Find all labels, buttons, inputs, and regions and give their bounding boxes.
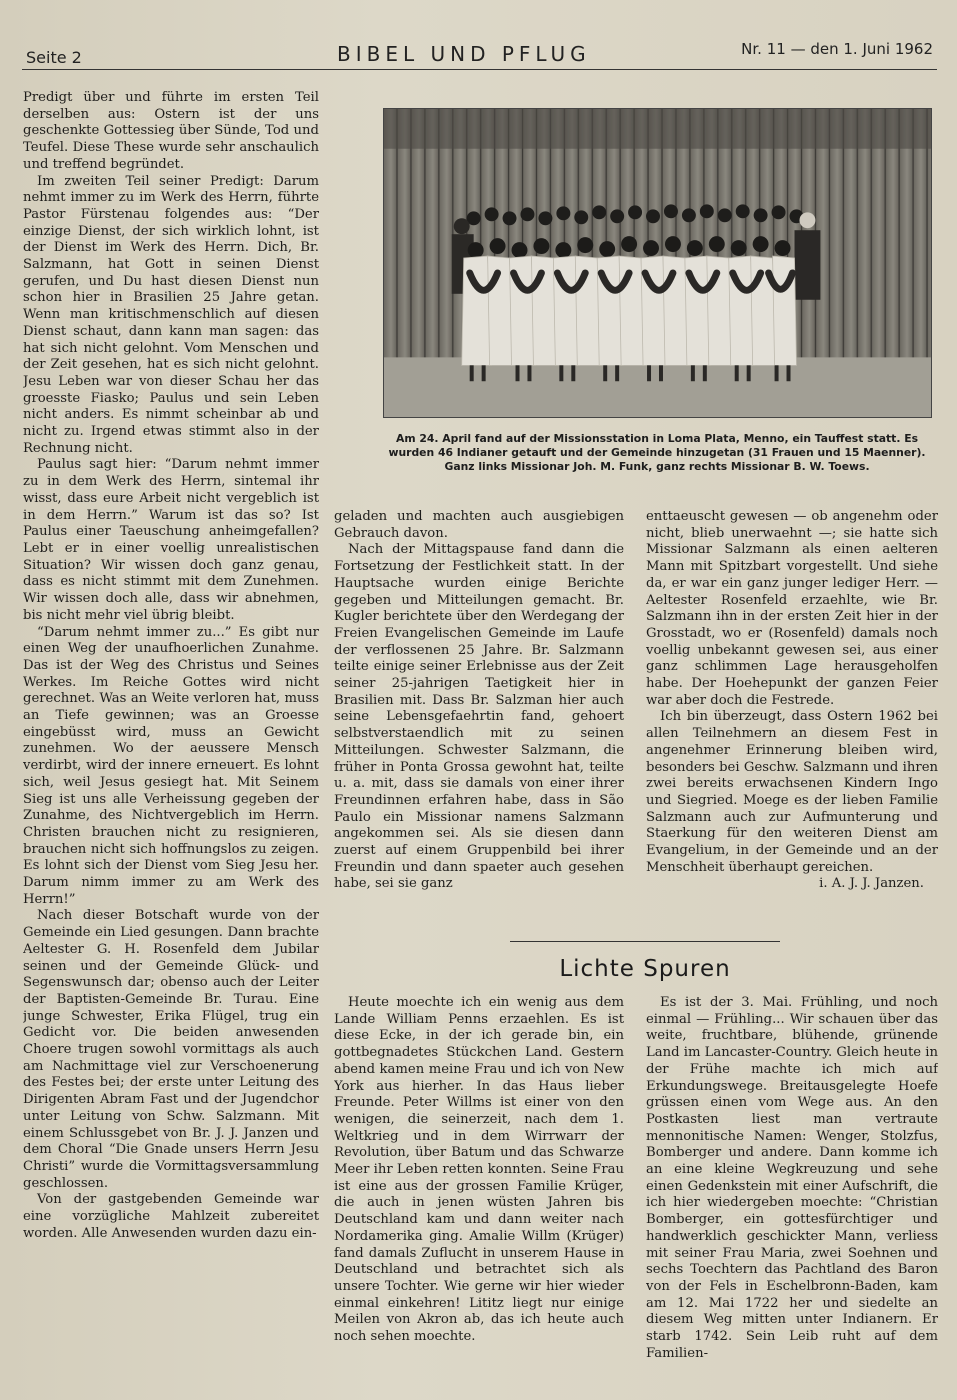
group-photo [383,108,932,418]
author-signature: i. A. J. J. Janzen. [819,876,924,892]
paragraph: Predigt über und führte im ersten Teil derselben aus: Ostern ist der uns geschenkte Gottessieg über Sünde, Tod und Teufel. Diese These wurde sehr anschaulich und treffend begründet. [23,90,319,172]
paragraph: Heute moechte ich ein wenig aus dem Lande William Penns erzaehlen. Es ist diese Ecke, in der ich gerade bin, ein gottbegnadetes Stückchen Land. Gestern abend kamen meine Frau und ich von New York aus hierher. In das Haus lieber Freunde. Peter Willms ist einer von den wenigen, die seinerzeit, nach dem 1. Weltkrieg und in dem Wirrwarr der Revolution, über Batum und das Schwarze Meer ihr Leben retten konnten. Seine Frau ist eine aus der grossen Familie Krüger, die auch in jenen wüsten Jahren bis Deutschland kam und dann weiter nach Nordamerika ging. Amalie Willm (Krüger) fand damals Zuflucht in unserem Hause in Deutschland und betrachtet sich als unsere Tochter. Wie gerne wir hier wieder einmal einkehren! Lititz liegt nur einige Meilen von Akron ab, das ich heute auch noch sehen moechte. [334,995,624,1345]
issue-date: Nr. 11 — den 1. Juni 1962 [741,40,933,58]
page-number: Seite 2 [26,48,82,67]
paragraph: Paulus sagt hier: “Darum nehmt immer zu in dem Werk des Herrn, sintemal ihr wisst, dass eure Arbeit nicht vergeblich ist in dem Herrn.” Warum ist das so? Ist Paulus einer Taeuschung anheimgefallen? Lebt er in einer voellig unrealistischen Situation? Wir wissen doch ganz genau, dass es nicht stimmt mit dem Zunehmen. Wir wissen doch alle, dass wir abnehmen, bis nicht mehr viel übrig bleibt. [23,457,319,623]
paragraph: Im zweiten Teil seiner Predigt: Darum nehmt immer zu im Werk des Herrn, führte Pastor Fürstenau folgendes aus: “Der einzige Dienst, der sich wirklich lohnt, ist der Dienst im Werk des Herrn. Dich, Br. Salzmann, hat Gott in seinen Dienst gerufen, und Du hast diesen Dienst nun schon hier in Brasilien 25 Jahre getan. Wenn man kritischmenschlich auf diesen Dienst schaut, dann kann man sagen: das hat sich nicht gelohnt. Vom Menschen und der Zeit gesehen, hat es sich nicht gelohnt. Jesu Leben war von dieser Schau her das groesste Fiasko; Paulus und sein Leben nicht anders. Es nimmt scheinbar ab und nicht zu. Irgend etwas stimmt also in der Rechnung nicht. [23,173,319,456]
article-column-4 [334,995,624,1385]
page-header [22,38,937,70]
paragraph: “Darum nehmt immer zu...” Es gibt nur einen Weg der unaufhoerlichen Zunahme. Das ist der Weg des Christus und Seines Werkes. Im Reiche Gottes wird nicht gerechnet. Was an Weite verloren hat, muss an Tiefe gewinnen; was an Groesse eingebüsst wird, muss an Gewicht zunehmen. Wo der aeussere Mensch verdirbt, wird der innere erneuert. Es lohnt sich, weil Jesus gesiegt hat. Mit Seinem Sieg ist uns alle Verheissung gegeben der Zunahme, des Nichtvergeblich im Herrn. Christen brauchen nicht zu resignieren, brauchen nicht sich hoffnungslos zu zeigen. Es lohnt sich der Dienst vom Sieg Jesu her. Darum nimm immer zu am Werk des Herrn!” [23,624,319,907]
paragraph: Nach dieser Botschaft wurde von der Gemeinde ein Lied gesungen. Dann brachte Aeltester G. H. Rosenfeld dem Jubilar seinen und der Gemeinde Glück- und Segenswunsch dar; obenso auch der Leiter der Baptisten-Gemeinde Br. Turau. Eine junge Schwester, Erika Flügel, trug ein Gedicht vor. Die beiden anwesenden Choere trugen sowohl vormittags als auch am Nachmittage viel zur Verschoenerung des Festes bei; der erste unter Leitung des Dirigenten Abram Fast und der Jugendchor unter Leitung von Schw. Salzmann. Mit einem Schlussgebet von Br. J. J. Janzen und dem Choral “Die Gnade unsers Herrn Jesu Christi” wurde die Vormittagsversammlung geschlossen. [23,908,319,1191]
article-headline: Lichte Spuren [559,956,731,982]
section-divider [510,941,780,942]
baptism-group-photo-image [384,109,931,417]
paragraph: Es ist der 3. Mai. Frühling, und noch einmal — Frühling... Wir schauen über das weite, fruchtbare, blühende, grünende Land im Lancaster-Country. Gleich heute in der Frühe machte ich mich auf Erkundungswege. Breitausgelegte Hoefe grüssen einen vom Wege aus. An den Postkasten liest man vertraute mennonitische Namen: Wenger, Stolzfus, Bomberger und andere. Dann komme ich an eine kleine Wegkreuzung und sehe einen Gedenkstein mit einer Aufschrift, die ich hier wiedergeben moechte: “Christian Bomberger, ein gottesfürchtiger und handwerklich geschickter Mann, verliess mit seiner Frau Maria, zwei Soehnen und sechs Toechtern das Pachtland des Baron von der Fels in Eschelbronn-Baden, kam am 12. Mai 1722 her und siedelte an diesem Weg mitten unter Indianern. Er starb 1742. Sein Leib ruht auf dem Familien- [646,995,938,1361]
article-column-1 [23,90,319,1380]
article-column-2 [334,509,624,924]
paragraph: Ich bin überzeugt, dass Ostern 1962 bei allen Teilnehmern an diesem Fest in angenehmer Erinnerung bleiben wird, besonders bei Geschw. Salzmann und ihren zwei bereits erwachsenen Kindern Ingo und Siegried. Moege es der lieben Familie Salzmann auch zur Aufmunterung und Staerkung für den weiteren Dienst am Evangelium, in der Gemeinde und an der Menschheit überhaupt gereichen. [646,709,938,875]
newspaper-title: BIBEL UND PFLUG [337,42,591,66]
article-column-5 [646,995,938,1385]
paragraph: Nach der Mittagspause fand dann die Fortsetzung der Festlichkeit statt. In der Hauptsache wurden einige Berichte gegeben und Mitteilungen gemacht. Br. Kugler berichtete über den Werdegang der Freien Evangelischen Gemeinde im Laufe der verflossenen 25 Jahre. Br. Salzmann teilte einige seiner Erlebnisse aus der Zeit seiner 25-jahrigen Taetigkeit hier in Brasilien mit. Dass Br. Salzman hier auch seine Lebensgefaehrtin fand, gehoert selbstverstaendlich mit zu seinen Mitteilungen. Schwester Salzmann, die früher in Ponta Grossa gewohnt hat, teilte u. a. mit, dass sie damals von einer ihrer Freundinnen erfahren habe, dass in São Paulo ein Missionar namens Salzmann angekommen sei. Als sie diesen dann zuerst auf einem Gruppenbild bei ihrer Freundin und dann spaeter auch gesehen habe, sei sie ganz [334,542,624,892]
photo-caption: Am 24. April fand auf der Missionsstation in Loma Plata, Menno, ein Tauffest statt. Es wurden 46 Indianer getauft und der Gemeinde hinzugetan (31 Frauen und 15 Maenner). Ganz links Missionar Joh. M. Funk, ganz rechts Missionar B. W. Toews. [388,432,926,473]
article-column-3 [646,509,938,934]
paragraph: Von der gastgebenden Gemeinde war eine vorzügliche Mahlzeit zubereitet worden. Alle Anwesenden wurden dazu ein- [23,1192,319,1241]
paragraph: geladen und machten auch ausgiebigen Gebrauch davon. [334,509,624,541]
paragraph: enttaeuscht gewesen — ob angenehm oder nicht, blieb unerwaehnt —; sie hatte sich Missionar Salzmann als einen aelteren Mann mit Spitzbart vorgestellt. Und siehe da, er war ein ganz junger lediger Herr. — Aeltester Rosenfeld erzaehlte, wie Br. Salzmann ihn in der ersten Zeit hier in der Grosstadt, wo er (Rosenfeld) damals noch voellig unbekannt gewesen sei, aus einer ganz schlimmen Lage herausgeholfen habe. Der Hoehepunkt der ganzen Feier war aber doch die Festrede. [646,509,938,708]
